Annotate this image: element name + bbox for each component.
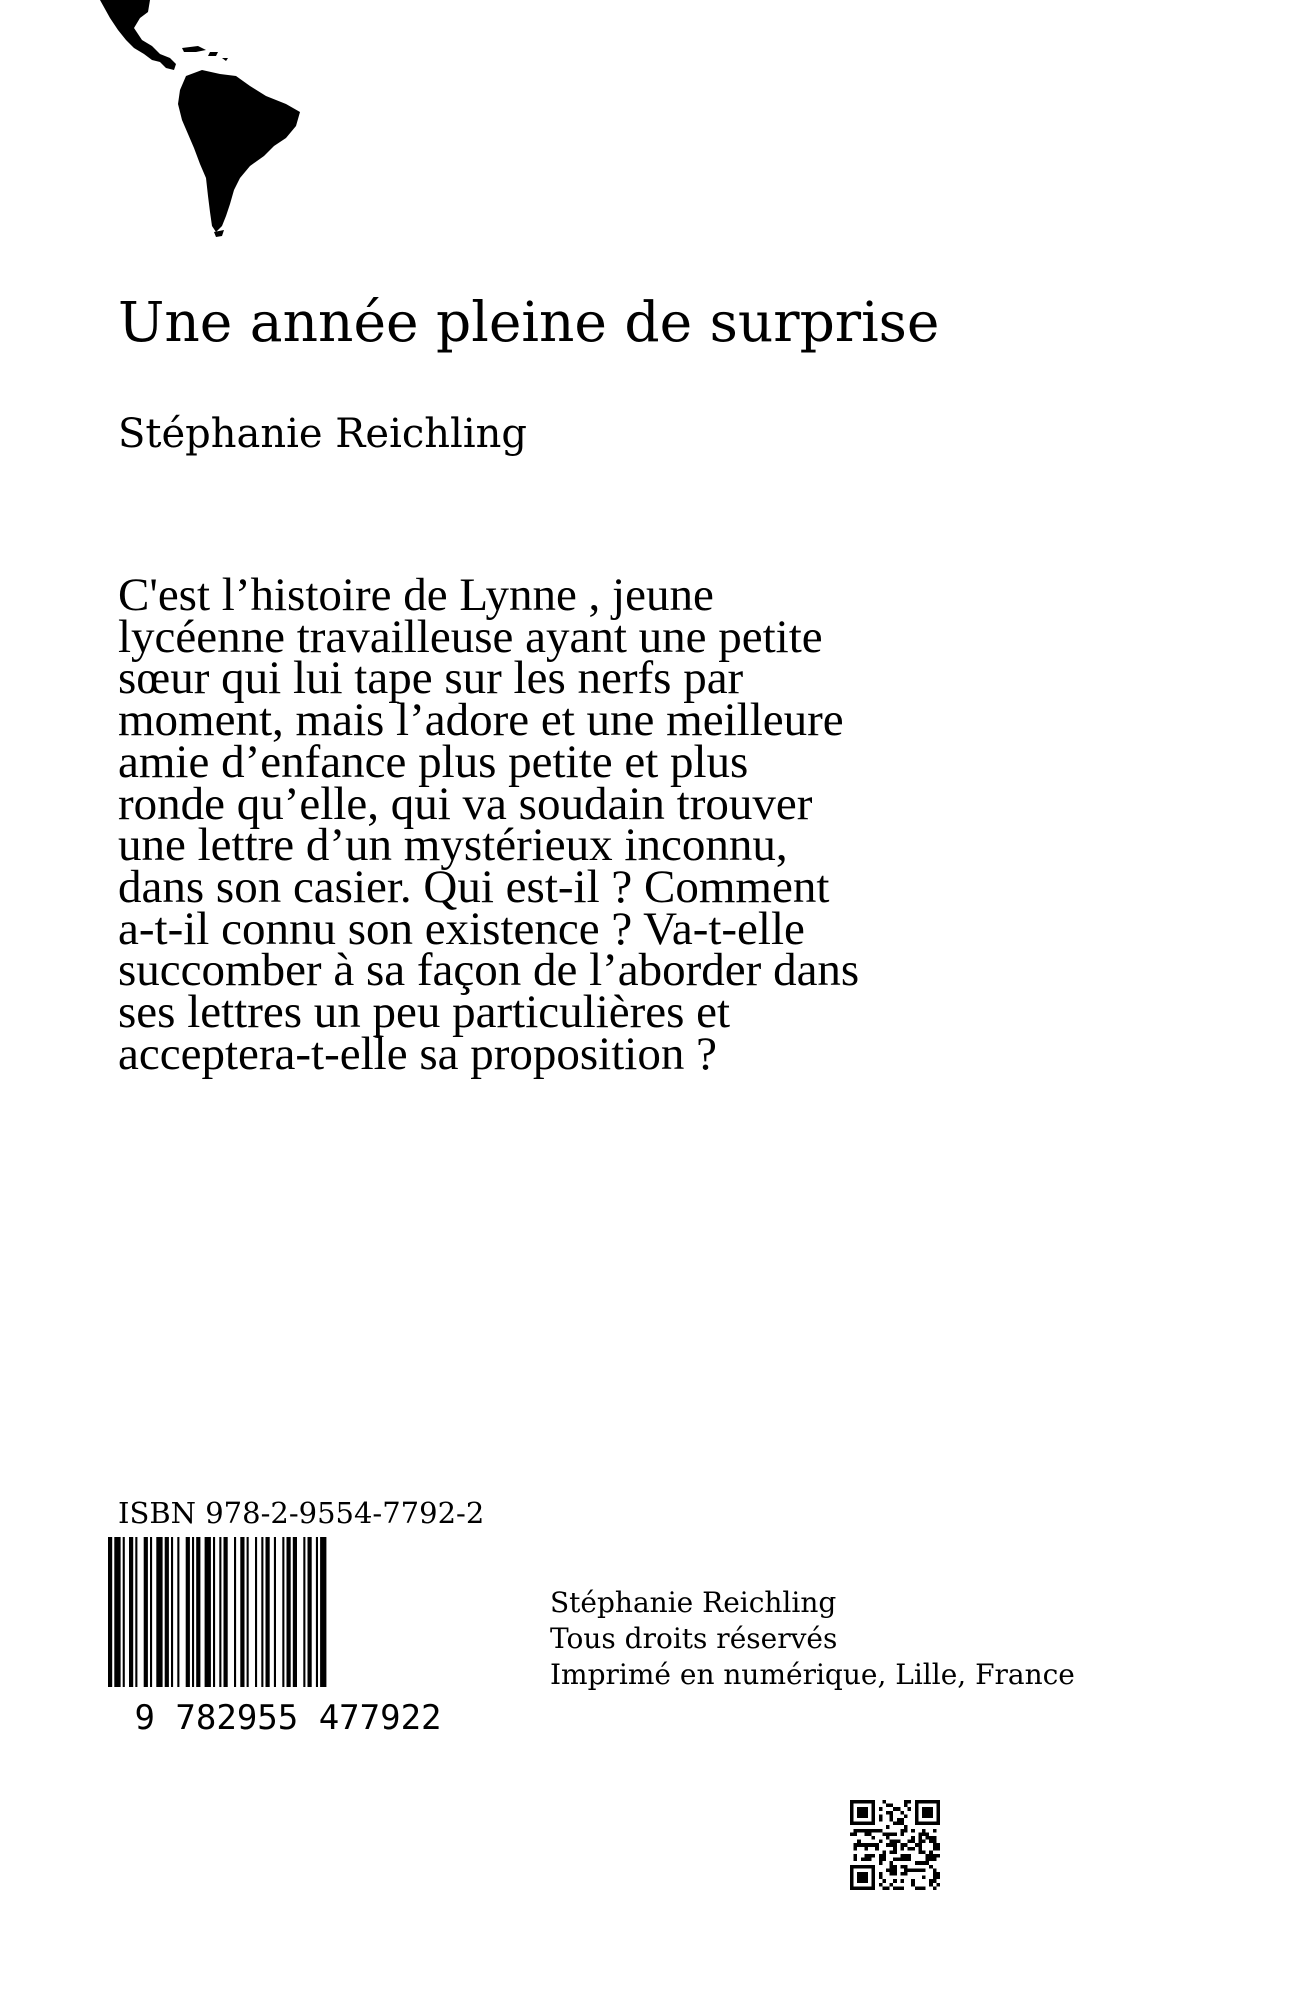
qr-module [850, 1832, 854, 1836]
qr-module [861, 1858, 865, 1862]
qr-module [893, 1879, 897, 1883]
qr-module [854, 1843, 858, 1847]
qr-module [918, 1836, 922, 1840]
qr-module [879, 1829, 883, 1833]
barcode-bar [123, 1537, 125, 1687]
qr-module [918, 1868, 922, 1872]
rights-printed: Imprimé en numérique, Lille, France [550, 1658, 1075, 1691]
qr-module [900, 1822, 904, 1826]
qr-module [911, 1847, 915, 1851]
qr-module [922, 1886, 926, 1890]
isbn-label: ISBN 978-2-9554-7792-2 [118, 1496, 485, 1530]
barcode-bar [156, 1537, 162, 1687]
qr-module [893, 1843, 897, 1847]
blurb-line: ses lettres un peu particulières et [118, 986, 731, 1039]
qr-module [900, 1865, 904, 1869]
qr-module [897, 1858, 901, 1862]
qr-module [882, 1832, 886, 1836]
qr-module [882, 1854, 886, 1858]
isbn-barcode [78, 1537, 498, 1732]
qr-module [893, 1858, 897, 1862]
americas-map-image [90, 0, 330, 240]
qr-module [879, 1807, 883, 1811]
qr-module [897, 1886, 901, 1890]
qr-module [879, 1861, 883, 1865]
qr-module [904, 1800, 908, 1804]
qr-module [929, 1865, 933, 1869]
barcode-bar [255, 1537, 257, 1687]
barcode-bar [114, 1537, 120, 1687]
qr-module [897, 1822, 901, 1826]
qr-module [936, 1854, 940, 1858]
qr-module [875, 1829, 879, 1833]
barcode-bar [282, 1537, 284, 1687]
qr-module [893, 1807, 897, 1811]
qr-module [879, 1872, 883, 1876]
qr-module [926, 1854, 930, 1858]
qr-module [915, 1843, 919, 1847]
qr-module [908, 1854, 912, 1858]
qr-module [886, 1886, 890, 1890]
qr-module [854, 1858, 858, 1862]
qr-module [890, 1832, 894, 1836]
qr-module [872, 1836, 876, 1840]
blurb-line: lycéenne travailleuse ayant une petite [118, 610, 823, 663]
barcode-bar [205, 1537, 211, 1687]
qr-module [854, 1854, 858, 1858]
qr-module [908, 1868, 912, 1872]
qr-module [900, 1847, 904, 1851]
barcode-bar [293, 1537, 297, 1687]
qr-module [864, 1847, 868, 1851]
qr-module [929, 1836, 933, 1840]
qr-module [900, 1832, 904, 1836]
qr-module [879, 1840, 883, 1844]
qr-module [915, 1861, 919, 1865]
qr-module [911, 1836, 915, 1840]
qr-module [904, 1829, 908, 1833]
qr-module [926, 1858, 930, 1862]
qr-module [908, 1840, 912, 1844]
barcode-bar [219, 1537, 221, 1687]
qr-module [900, 1811, 904, 1815]
qr-module [890, 1814, 894, 1818]
qr-module [936, 1876, 940, 1880]
qr-module [882, 1886, 886, 1890]
qr-module [929, 1858, 933, 1862]
qr-module [908, 1807, 912, 1811]
qr-module [918, 1847, 922, 1851]
qr-module [936, 1872, 940, 1876]
qr-module [890, 1850, 894, 1854]
barcode-digits: 9 782955 477922 [134, 1698, 442, 1732]
barcode-bars [108, 1537, 326, 1687]
qr-module [926, 1832, 930, 1836]
qr-module [886, 1836, 890, 1840]
qr-module [904, 1814, 908, 1818]
qr-module [868, 1854, 872, 1858]
qr-module [886, 1825, 890, 1829]
barcode-bar [135, 1537, 137, 1687]
qr-module [922, 1832, 926, 1836]
barcode-bar [171, 1537, 173, 1687]
book-title: Une année pleine de surprise [118, 290, 940, 354]
blurb-line: C'est l’histoire de Lynne , jeune [118, 569, 714, 621]
qr-module [904, 1825, 908, 1829]
barcode-bar [266, 1537, 270, 1687]
barcode-bar [274, 1537, 276, 1687]
qr-module [854, 1829, 858, 1833]
qr-module [911, 1879, 915, 1883]
barcode-bar [224, 1537, 228, 1687]
qr-module [929, 1854, 933, 1858]
qr-module [893, 1865, 897, 1869]
qr-module [900, 1872, 904, 1876]
qr-module [868, 1832, 872, 1836]
barcode-bar [144, 1537, 148, 1687]
qr-module [890, 1861, 894, 1865]
qr-module [886, 1804, 890, 1808]
qr-module [882, 1858, 886, 1862]
qr-module [922, 1829, 926, 1833]
barcode-bar [196, 1537, 200, 1687]
qr-module [936, 1847, 940, 1851]
qr-module [936, 1843, 940, 1847]
blurb-line: succomber à sa façon de l’aborder dans [118, 944, 860, 997]
qr-module [918, 1843, 922, 1847]
qr-module [882, 1879, 886, 1883]
qr-module [854, 1832, 858, 1836]
barcode-bar [287, 1537, 291, 1687]
qr-module [933, 1847, 937, 1851]
qr-module [875, 1843, 879, 1847]
qr-module [893, 1840, 897, 1844]
qr-module [915, 1868, 919, 1872]
qr-module [886, 1832, 890, 1836]
qr-module [915, 1886, 919, 1890]
qr-module [900, 1818, 904, 1822]
qr-module [933, 1886, 937, 1890]
qr-module [893, 1832, 897, 1836]
qr-module [864, 1858, 868, 1862]
qr-module [929, 1850, 933, 1854]
qr-module [864, 1829, 868, 1833]
qr-module [861, 1843, 865, 1847]
qr-module [904, 1854, 908, 1858]
qr-module [893, 1847, 897, 1851]
barcode-bar [308, 1537, 312, 1687]
qr-module [900, 1854, 904, 1858]
qr-module [868, 1843, 872, 1847]
qr-module [908, 1847, 912, 1851]
qr-module [904, 1865, 908, 1869]
blurb-line: amie d’enfance plus petite et plus [118, 735, 749, 788]
qr-module [911, 1868, 915, 1872]
qr-module [922, 1861, 926, 1865]
barcode-bar [234, 1537, 236, 1687]
qr-module [872, 1843, 876, 1847]
blurb-line: moment, mais l’adore et une meilleure [118, 694, 844, 747]
qr-module [879, 1818, 883, 1822]
qr-module [890, 1872, 894, 1876]
qr-module [900, 1858, 904, 1862]
barcode-bar [247, 1537, 249, 1687]
qr-module [893, 1872, 897, 1876]
qr-module [890, 1840, 894, 1844]
qr-module [857, 1840, 861, 1844]
qr-code [850, 1800, 940, 1890]
qr-module [868, 1858, 872, 1862]
blurb-line: une lettre d’un mystérieux inconnu, [118, 819, 788, 872]
qr-module [897, 1818, 901, 1822]
qr-module [933, 1868, 937, 1872]
qr-module [886, 1843, 890, 1847]
barcode-bar [261, 1537, 263, 1687]
qr-module [879, 1814, 883, 1818]
qr-module [893, 1850, 897, 1854]
qr-module [904, 1858, 908, 1862]
qr-module [918, 1832, 922, 1836]
qr-module [933, 1829, 937, 1833]
blurb-line: a-t-il connu son existence ? Va-t-elle [118, 902, 805, 955]
qr-module [933, 1843, 937, 1847]
qr-module [861, 1829, 865, 1833]
barcode-bar [165, 1537, 169, 1687]
qr-module [893, 1886, 897, 1890]
qr-module [872, 1854, 876, 1858]
qr-module [926, 1836, 930, 1840]
qr-module [918, 1850, 922, 1854]
qr-module [918, 1840, 922, 1844]
qr-module [936, 1883, 940, 1887]
qr-module [890, 1868, 894, 1872]
qr-module [890, 1865, 894, 1869]
barcode-bar [303, 1537, 305, 1687]
qr-module [900, 1886, 904, 1890]
qr-module [911, 1840, 915, 1844]
qr-module [933, 1876, 937, 1880]
qr-module [879, 1858, 883, 1862]
qr-module [922, 1850, 926, 1854]
qr-module [886, 1811, 890, 1815]
qr-module [890, 1843, 894, 1847]
qr-module [929, 1840, 933, 1844]
qr-module [929, 1883, 933, 1887]
qr-module [922, 1876, 926, 1880]
qr-module [904, 1804, 908, 1808]
qr-module [857, 1807, 868, 1818]
qr-module [922, 1868, 926, 1872]
blurb-line: dans son casier. Qui est-il ? Comment [118, 860, 830, 913]
blurb-line: sœur qui lui tape sur les nerfs par [118, 652, 744, 705]
qr-module [857, 1829, 861, 1833]
rights-author: Stéphanie Reichling [550, 1586, 837, 1619]
barcode-bar [108, 1537, 112, 1687]
qr-module [933, 1858, 937, 1862]
qr-module [918, 1886, 922, 1890]
qr-module [879, 1883, 883, 1887]
barcode-bar [240, 1537, 244, 1687]
qr-module [904, 1868, 908, 1872]
blurb-line: ronde qu’elle, qui va soudain trouver [118, 777, 813, 830]
barcode-bar [186, 1537, 190, 1687]
qr-module [872, 1829, 876, 1833]
qr-module [933, 1840, 937, 1844]
qr-module [864, 1832, 868, 1836]
book-blurb [118, 569, 978, 1080]
qr-module [900, 1879, 904, 1883]
qr-module [857, 1843, 861, 1847]
qr-module [893, 1822, 897, 1826]
qr-module [911, 1829, 915, 1833]
qr-module [926, 1861, 930, 1865]
qr-module [904, 1872, 908, 1876]
qr-module [929, 1879, 933, 1883]
qr-module [879, 1876, 883, 1880]
qr-module [933, 1879, 937, 1883]
qr-module [857, 1872, 868, 1883]
qr-module [864, 1843, 868, 1847]
barcode-bar [316, 1537, 318, 1687]
qr-module [879, 1854, 883, 1858]
barcode-bar [192, 1537, 194, 1687]
qr-module [922, 1807, 933, 1818]
barcode-bar [150, 1537, 152, 1687]
qr-module [904, 1843, 908, 1847]
qr-module [900, 1843, 904, 1847]
qr-module [886, 1868, 890, 1872]
qr-module [908, 1800, 912, 1804]
book-author: Stéphanie Reichling [118, 411, 528, 457]
qr-module [908, 1858, 912, 1862]
barcode-bar [177, 1537, 179, 1687]
rights-notice [550, 1585, 1075, 1693]
qr-module [897, 1840, 901, 1844]
qr-module [900, 1829, 904, 1833]
qr-module [864, 1854, 868, 1858]
qr-module [893, 1868, 897, 1872]
qr-module [890, 1811, 894, 1815]
rights-reserved: Tous droits réservés [550, 1622, 838, 1655]
qr-module [911, 1883, 915, 1887]
qr-module [933, 1854, 937, 1858]
qr-module [922, 1840, 926, 1844]
qr-module [875, 1847, 879, 1851]
qr-module [854, 1847, 858, 1851]
barcode-bar [129, 1537, 133, 1687]
qr-module [933, 1872, 937, 1876]
qr-module [868, 1829, 872, 1833]
qr-module [918, 1861, 922, 1865]
qr-module [897, 1807, 901, 1811]
qr-module [890, 1883, 894, 1887]
barcode-bar [213, 1537, 215, 1687]
qr-module [890, 1804, 894, 1808]
qr-module [890, 1818, 894, 1822]
blurb-line: acceptera-t-elle sa proposition ? [118, 1027, 717, 1080]
qr-module [882, 1850, 886, 1854]
qr-module [882, 1800, 886, 1804]
barcode-bar [320, 1537, 326, 1687]
qr-module [933, 1836, 937, 1840]
